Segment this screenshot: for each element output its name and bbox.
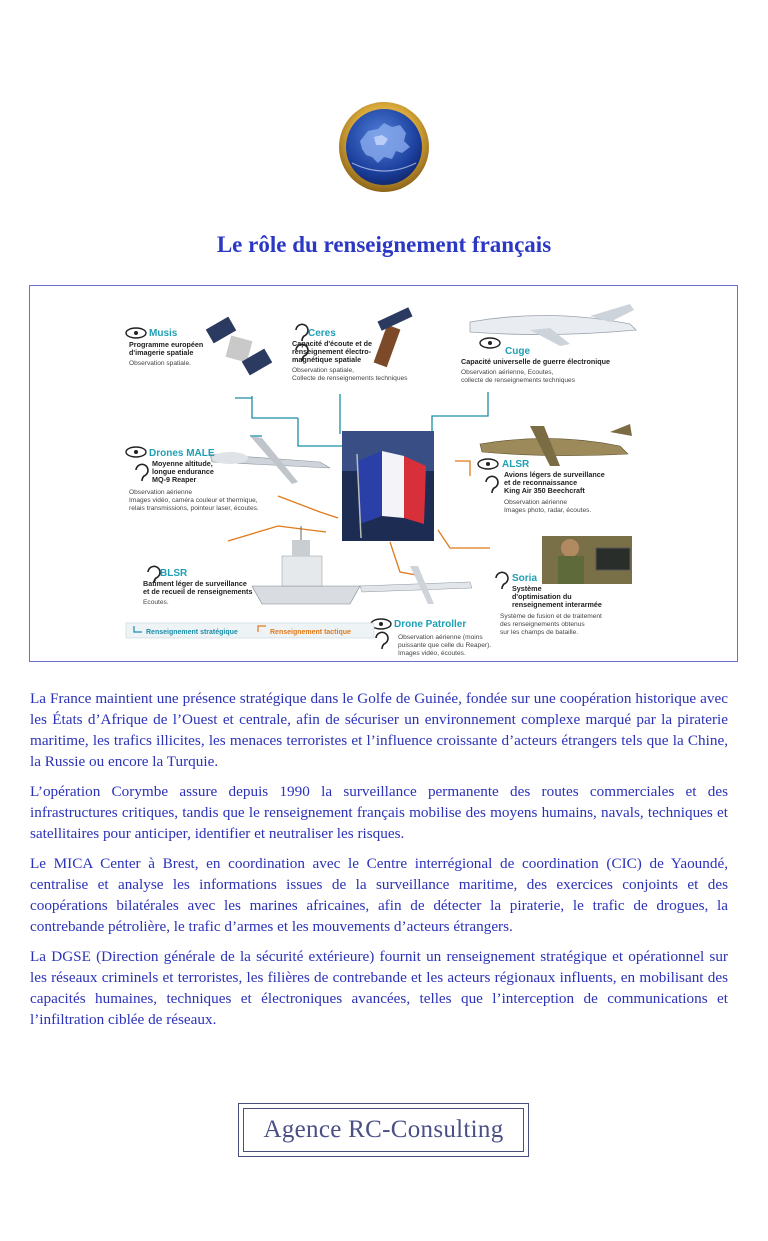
footer-signature [238, 1103, 529, 1157]
drones-male-desc: Images vidéo, caméra couleur et thermique, [129, 497, 258, 504]
ceres-desc: Collecte de renseignements techniques [292, 375, 408, 382]
ceres-title: Ceres [308, 328, 336, 339]
page-title: Le rôle du renseignement français [216, 232, 552, 257]
soria-subtitle: renseignement interarmée [512, 600, 602, 609]
blsr-desc: Ecoutes. [143, 599, 169, 606]
reaper-drone-icon [210, 436, 330, 484]
drones-male-subtitle: Moyenne altitude, [152, 459, 213, 468]
drone-patroller-desc: Images vidéo, écoutes. [398, 650, 466, 657]
article-body [30, 688, 728, 1039]
drones-male-title: Drones MALE [149, 448, 215, 459]
drones-male-subtitle: MQ-9 Reaper [152, 475, 197, 484]
alsr-desc: Images photo, radar, écoutes. [504, 507, 592, 514]
ceres-subtitle: renseignement électro- [292, 347, 372, 356]
drone-patroller-title: Drone Patroller [394, 619, 467, 630]
intelligence-assets-infographic [29, 285, 738, 662]
alsr-subtitle: Avions légers de surveillance [504, 470, 605, 479]
ear-icon [486, 476, 498, 493]
paragraph: La DGSE (Direction générale de la sécurité extérieure) fournit un renseignement stratégique et opérationnel sur les réseaux criminels et terroristes, les filières de contrebande et les acteurs régionaux influents, en mobilisant des capacités humaines, techniques et électroniques avancées, telles que l’interception de communications et l’infiltration ciblée de réseaux. [30, 948, 728, 1028]
soria-operator-photo [542, 536, 632, 584]
musis-subtitle: d'imagerie spatiale [129, 348, 194, 357]
drones-male-desc: Observation aérienne [129, 489, 193, 496]
ceres-satellite-icon [374, 307, 413, 367]
soria-title: Soria [512, 573, 538, 584]
soria-desc: Système de fusion et de traitement [500, 613, 602, 620]
legend [126, 623, 374, 638]
cuge-aircraft-icon [470, 304, 636, 346]
ceres-subtitle: magnétique spatiale [292, 355, 362, 364]
patroller-drone-icon [360, 566, 472, 604]
soria-subtitle: Système [512, 584, 542, 593]
drone-patroller-desc: puissante que celle du Reaper). [398, 642, 492, 649]
alsr-subtitle: et de reconnaissance [504, 478, 578, 487]
ear-icon [136, 464, 148, 481]
musis-satellite-icon [206, 317, 273, 376]
musis-title: Musis [149, 328, 178, 339]
soria-desc: sur les champs de bataille. [500, 629, 579, 636]
agency-name: Agence RC-Consulting [263, 1116, 504, 1143]
cuge-desc: collecte de renseignements techniques [461, 377, 575, 384]
paragraph: Le MICA Center à Brest, en coordination avec le Centre interrégional de coordination (CIC) de Yaoundé, centralise et analyse les informations issues de la surveillance maritime, des exercices conjoints et des coopérations bilatérales avec les marines africaines, afin de détecter la piraterie, le trafic de drogues, la contrebande pétrolière, le trafic d’armes et les mouvements d’acteurs étrangers. [30, 855, 728, 935]
footer-inner-frame [243, 1108, 524, 1152]
paragraph: La France maintient une présence stratégique dans le Golfe de Guinée, fondée sur une coopération historique avec les États d’Afrique de l’Ouest et centrale, afin de sécuriser un environnement complexe marqué par la piraterie maritime, les trafics illicites, les menaces terroristes et l’influence croissante d’acteurs étrangers tels que la Chine, la Russie ou encore la Turquie. [30, 690, 728, 770]
europe-map-seal-icon [338, 101, 430, 193]
drones-male-subtitle: longue endurance [152, 467, 214, 476]
ear-icon [496, 572, 508, 589]
ceres-subtitle: Capacité d'écoute et de [292, 339, 372, 348]
alsr-title: ALSR [502, 459, 530, 470]
blsr-subtitle: Batiment léger de surveillance [143, 579, 247, 588]
cuge-title: Cuge [505, 346, 530, 357]
cuge-desc: Observation aérienne, Ecoutes, [461, 369, 554, 376]
cuge-subtitle: Capacité universelle de guerre électronique [461, 357, 610, 366]
ceres-desc: Observation spatiale, [292, 367, 354, 374]
legend-strategic: Renseignement stratégique [146, 629, 238, 636]
ear-icon [376, 632, 388, 649]
soria-subtitle: d'optimisation du [512, 592, 572, 601]
alsr-desc: Observation aérienne [504, 499, 568, 506]
drone-patroller-desc: Observation aérienne (moins [398, 634, 483, 641]
alsr-subtitle: King Air 350 Beechcraft [504, 486, 585, 495]
paragraph: L’opération Corymbe assure depuis 1990 la surveillance permanente des routes commerciales et des infrastructures critiques, tandis que le renseignement français mobilise des moyens humains, navals, techniques et satellitaires pour anticiper, identifier et neutraliser les risques. [30, 783, 728, 842]
musis-subtitle: Programme européen [129, 340, 204, 349]
french-flag-photo [342, 431, 434, 541]
musis-desc: Observation spatiale. [129, 360, 191, 367]
soria-desc: des renseignements obtenus [500, 621, 585, 628]
blsr-subtitle: et de recueil de renseignements [143, 587, 253, 596]
blsr-title: BLSR [160, 568, 188, 579]
legend-tactical: Renseignement tactique [270, 629, 351, 636]
drones-male-desc: relais transmissions, pointeur laser, écoutes. [129, 505, 259, 512]
